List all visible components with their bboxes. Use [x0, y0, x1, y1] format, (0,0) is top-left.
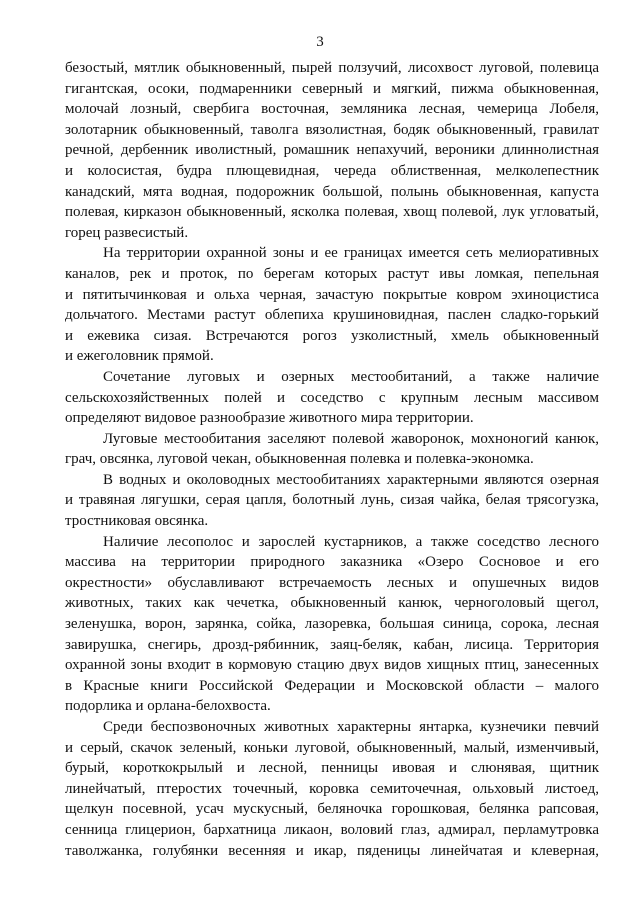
text-line: Сочетание луговых и озерных местообитаний, а также наличие	[103, 368, 599, 385]
text-line: каналов, рек и проток, по берегам которых растут ивы ломкая, пепельная	[65, 265, 599, 282]
text-line: в Красные книги Российской Федерации и Московской области – малого	[65, 677, 599, 694]
text-line: и травяная лягушки, серая цапля, болотный лунь, сизая чайка, белая трясогузка,	[65, 492, 599, 509]
text-line: речной, дербенник иволистный, ромашник непахучий, вероники длиннолистная	[65, 142, 599, 159]
text-line: грач, овсянка, луговой чекан, обыкновенная полевка и полевка-экономка.	[65, 451, 534, 468]
text-line: Луговые местообитания заселяют полевой жаворонок, мохноногий канюк,	[103, 430, 599, 447]
text-line: зеленушка, ворон, зарянка, сойка, лазоревка, большая синица, сорока, лесная	[65, 616, 599, 633]
text-line: молочай лозный, свербига восточная, земляника лесная, чемерица Лобеля,	[65, 101, 599, 118]
text-line: таволжанка, голубянки весенняя и икар, пяденицы линейчатая и клеверная,	[65, 842, 599, 859]
text-line: линейчатый, птеростих точечный, коровка семиточечная, ольховый листоед,	[65, 780, 599, 797]
paragraph	[65, 532, 599, 717]
text-line: и ежевика сизая. Встречаются рогоз узколистный, хмель обыкновенный	[65, 327, 599, 344]
text-line: полевая, кирказон обыкновенный, ясколка полевая, хвощ полевой, лук угловатый,	[65, 204, 599, 221]
paragraph	[65, 243, 599, 367]
text-line: канадский, мята водная, подорожник большой, полынь обыкновенная, капуста	[65, 183, 599, 200]
text-line: массива на территории природного заказника «Озеро Сосновое и его	[65, 554, 599, 571]
text-line: щелкун посевной, усач мускусный, беляночка горошковая, белянка рапсовая,	[65, 801, 599, 818]
text-line: охранной зоны входит в кормовую стацию двух видов хищных птиц, занесенных	[65, 657, 599, 674]
text-line: сенница глицерион, бархатница ликаон, воловий глаз, адмирал, перламутровка	[65, 821, 599, 838]
text-line: гигантская, осоки, подмаренники северный и мягкий, пижма обыкновенная,	[65, 80, 599, 97]
page-number: 3	[316, 34, 324, 50]
text-line: и пятитычинковая и ольха черная, зачастую покрытые ковром эхиноцистиса	[65, 286, 599, 303]
paragraph	[65, 717, 599, 861]
text-line: Среди беспозвоночных животных характерны янтарка, кузнечики певчий	[103, 719, 599, 735]
document-body	[65, 58, 599, 861]
text-line: На территории охранной зоны и ее границах имеется сеть мелиоративных	[103, 245, 599, 262]
text-line: золотарник обыкновенный, таволга вязолистная, бодяк обыкновенный, гравилат	[65, 121, 599, 138]
text-line: и ежеголовник прямой.	[65, 348, 214, 365]
text-line: В водных и околоводных местообитаниях характерными являются озерная	[103, 471, 599, 488]
text-line: дольчатого. Местами растут облепиха крушиновидная, паслен сладко-горький	[65, 307, 599, 324]
text-line: и серый, скачок зеленый, коньки луговой, обыкновенный, малый, изменчивый,	[65, 739, 599, 756]
text-line: бурый, короткокрылый и лесной, пенницы ивовая и слюнявая, щитник	[65, 760, 599, 777]
text-line: и колосистая, будра плющевидная, череда облиственная, мелколепестник	[65, 162, 599, 179]
text-line: подорлика и орлана-белохвоста.	[65, 698, 271, 715]
paragraph	[65, 367, 599, 429]
paragraph	[65, 58, 599, 243]
text-line: тростниковая овсянка.	[65, 513, 209, 530]
text-line: сельскохозяйственных полей и соседство с крупным лесным массивом	[65, 389, 599, 406]
text-line: Наличие лесополос и зарослей кустарников, а также соседство лесного	[103, 533, 599, 550]
text-line: безостый, мятлик обыкновенный, пырей ползучий, лисохвост луговой, полевица	[65, 60, 599, 76]
text-line: животных, таких как чечетка, обыкновенный канюк, черноголовый щегол,	[65, 595, 599, 612]
text-line: определяют видовое разнообразие животного мира территории.	[65, 410, 474, 427]
paragraph	[65, 429, 599, 470]
paragraph	[65, 470, 599, 532]
text-line: окрестности» обуславливают встречаемость лесных и опушечных видов	[65, 574, 599, 591]
text-line: горец развесистый.	[65, 224, 189, 241]
text-line: завирушка, снегирь, дрозд-рябинник, заяц-беляк, кабан, лисица. Территория	[65, 636, 599, 653]
